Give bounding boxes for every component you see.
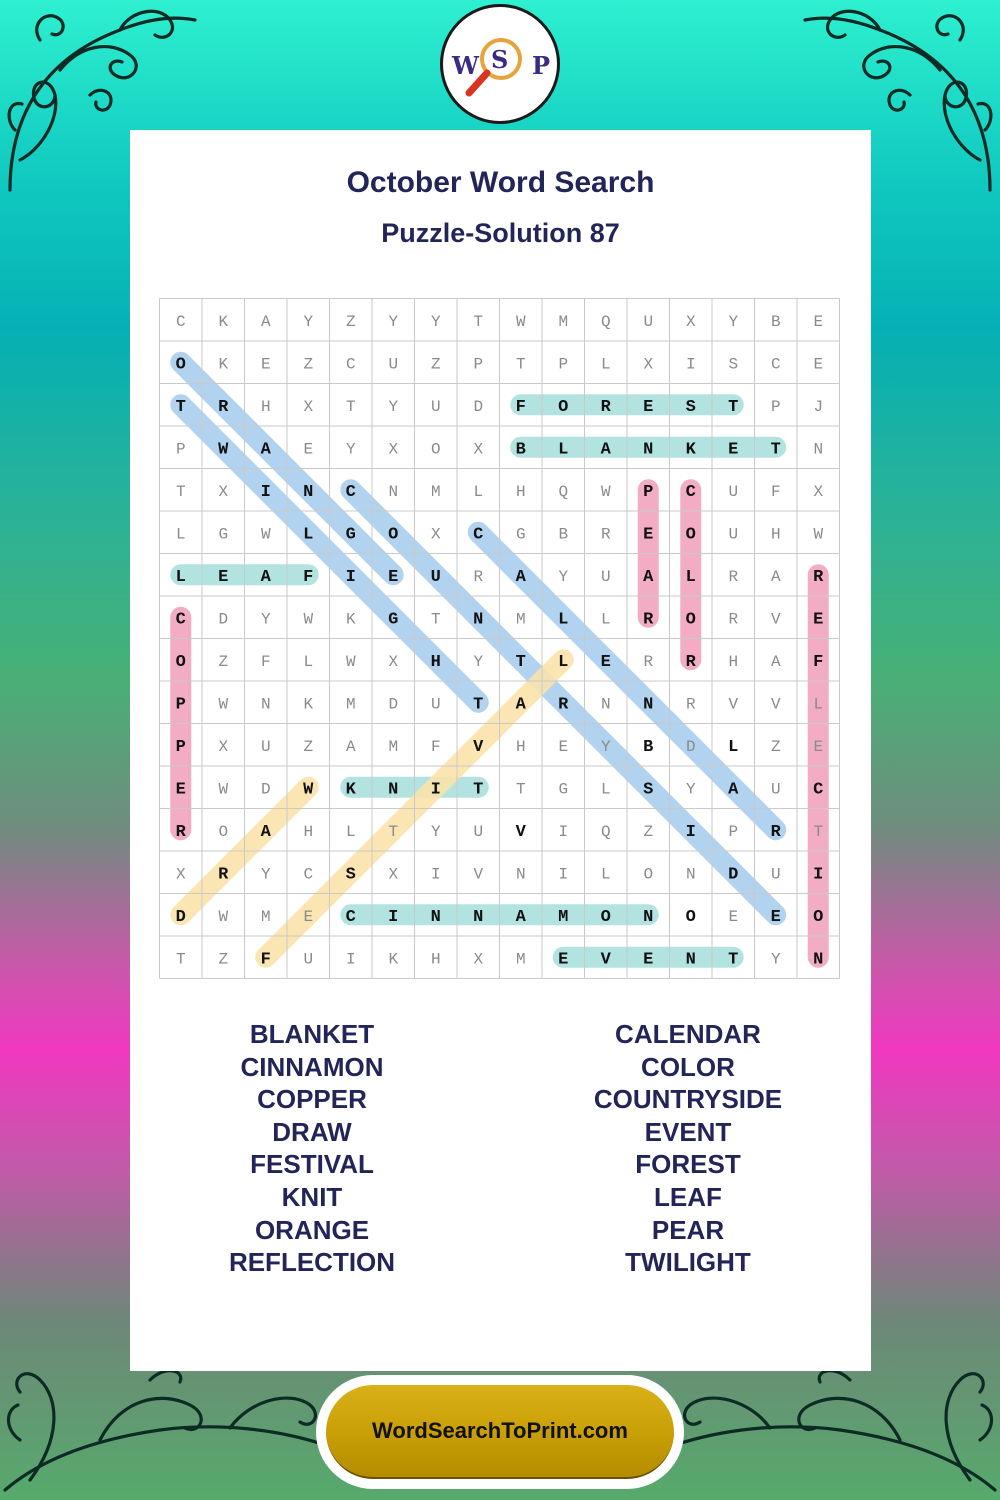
- grid-letter-found: A: [643, 567, 654, 587]
- grid-letter-found: N: [303, 482, 314, 502]
- grid-letter: N: [388, 482, 399, 501]
- grid-letter-found: G: [388, 610, 399, 630]
- grid-letter-found: R: [685, 652, 696, 672]
- grid-letter-found: L: [558, 652, 569, 672]
- grid-letter: F: [430, 737, 441, 756]
- word-list-item: PEAR: [651, 1214, 725, 1245]
- grid-letter: Y: [770, 950, 781, 969]
- grid-letter: R: [728, 610, 739, 629]
- grid-letter: P: [473, 355, 484, 374]
- grid-letter: T: [473, 312, 484, 331]
- grid-letter: T: [175, 950, 186, 969]
- grid-letter: E: [260, 355, 271, 374]
- grid-letter: U: [728, 482, 739, 501]
- grid-letter: Y: [430, 312, 441, 331]
- grid-letter: D: [473, 397, 484, 416]
- grid-letter-found: L: [685, 567, 696, 587]
- grid-letter: Z: [303, 737, 314, 756]
- grid-letter: X: [388, 440, 399, 459]
- grid-letter-found: I: [388, 907, 399, 927]
- word-list-item: LEAF: [654, 1181, 722, 1212]
- grid-letter: R: [685, 695, 696, 714]
- word-list-item: DRAW: [272, 1116, 352, 1147]
- grid-letter: L: [345, 822, 356, 841]
- grid-letter: O: [218, 822, 229, 841]
- word-list-item: TWILIGHT: [625, 1247, 751, 1278]
- grid-letter-found: N: [813, 950, 824, 970]
- grid-letter: U: [388, 355, 399, 374]
- grid-letter: H: [260, 397, 271, 416]
- grid-letter: H: [430, 950, 441, 969]
- grid-letter: R: [643, 652, 654, 671]
- grid-letter: Y: [345, 440, 356, 459]
- grid-letter: Y: [600, 737, 611, 756]
- grid-letter: R: [473, 567, 484, 586]
- grid-letter: D: [388, 695, 399, 714]
- grid-letter: T: [813, 822, 824, 841]
- grid-letter-found: E: [770, 907, 781, 927]
- grid-letter: Y: [260, 610, 271, 629]
- grid-letter-found: U: [430, 567, 441, 587]
- grid-letter-found: T: [770, 440, 781, 460]
- grid-letter: P: [770, 397, 781, 416]
- grid-letter-found: O: [685, 610, 696, 630]
- grid-letter: X: [685, 312, 696, 331]
- grid-letter: V: [728, 695, 739, 714]
- grid-letter-found: C: [175, 610, 186, 630]
- grid-letter: L: [303, 652, 314, 671]
- grid-letter: I: [430, 865, 441, 884]
- grid-letter-found: N: [430, 907, 441, 927]
- grid-letter: T: [515, 355, 526, 374]
- word-list-item: BLANKET: [249, 1019, 375, 1049]
- grid-letter: L: [473, 482, 484, 501]
- grid-letter-found: B: [643, 737, 654, 757]
- grid-letter-found: B: [515, 440, 526, 460]
- grid-letter-found: K: [685, 440, 696, 460]
- grid-letter: Q: [558, 482, 569, 501]
- grid-letter-found: R: [175, 822, 186, 842]
- grid-letter-found: H: [430, 652, 441, 672]
- word-list-item: FOREST: [635, 1149, 741, 1180]
- grid-letter-found: E: [643, 397, 654, 417]
- grid-letter: Y: [388, 397, 399, 416]
- word-list-item: REFLECTION: [228, 1247, 396, 1278]
- grid-letter: I: [685, 355, 696, 374]
- grid-letter: Z: [218, 950, 229, 969]
- grid-letter: L: [600, 355, 611, 374]
- grid-letter: L: [600, 780, 611, 799]
- grid-letter-found: A: [600, 440, 611, 460]
- grid-letter: K: [345, 610, 356, 629]
- grid-letter-found: A: [728, 780, 739, 800]
- grid-letter-found: P: [643, 482, 654, 502]
- grid-letter: B: [770, 312, 781, 331]
- grid-letter: V: [473, 865, 484, 884]
- grid-letter: T: [430, 610, 441, 629]
- grid-letter: W: [303, 610, 314, 629]
- grid-letter: O: [643, 865, 654, 884]
- logo-letter-p: P: [532, 51, 551, 80]
- website-button-label: WordSearchToPrint.com: [372, 1418, 628, 1443]
- grid-letter: W: [345, 652, 356, 671]
- word-list-item: EVENT: [644, 1116, 732, 1147]
- grid-letter-found: N: [643, 907, 654, 927]
- grid-letter-found: O: [600, 907, 611, 927]
- grid-letter: F: [770, 482, 781, 501]
- word-list-item: FESTIVAL: [250, 1149, 374, 1180]
- grid-letter-found: A: [515, 907, 526, 927]
- grid-letter-found: C: [345, 482, 356, 502]
- grid-letter: U: [600, 567, 611, 586]
- grid-letter: I: [558, 865, 569, 884]
- grid-letter-found: T: [728, 397, 739, 417]
- grid-letter: A: [345, 737, 356, 756]
- grid-letter: E: [728, 907, 739, 926]
- grid-letter-found: E: [558, 950, 569, 970]
- grid-letter-found: R: [813, 567, 824, 587]
- grid-letter: W: [813, 525, 824, 544]
- grid-letter-found: R: [600, 397, 611, 417]
- grid-letter: V: [770, 610, 781, 629]
- grid-letter-found: R: [558, 695, 569, 715]
- grid-letter: D: [260, 780, 271, 799]
- grid-letter: Y: [260, 865, 271, 884]
- word-list-item: COLOR: [641, 1051, 735, 1082]
- grid-letter: X: [388, 865, 399, 884]
- grid-letter: T: [345, 397, 356, 416]
- grid-letter: U: [728, 525, 739, 544]
- site-logo[interactable]: [440, 4, 560, 124]
- grid-letter: Y: [473, 652, 484, 671]
- grid-letter-found: O: [685, 525, 696, 545]
- grid-letter: Y: [303, 312, 314, 331]
- grid-letter: K: [218, 355, 229, 374]
- grid-letter-found: I: [430, 780, 441, 800]
- grid-letter: H: [770, 525, 781, 544]
- grid-letter: U: [643, 312, 654, 331]
- grid-letter: N: [515, 865, 526, 884]
- grid-letter: Z: [643, 822, 654, 841]
- grid-letter: D: [218, 610, 229, 629]
- grid-letter-found: R: [770, 822, 781, 842]
- grid-letter: K: [218, 312, 229, 331]
- grid-letter-found: D: [175, 907, 186, 927]
- grid-letter-found: N: [685, 950, 696, 970]
- grid-letter: T: [515, 780, 526, 799]
- grid-letter: X: [813, 482, 824, 501]
- grid-letter-found: E: [728, 440, 739, 460]
- grid-letter-found: R: [218, 865, 229, 885]
- grid-letter: Z: [303, 355, 314, 374]
- grid-letter-found: N: [473, 907, 484, 927]
- grid-letter: I: [558, 822, 569, 841]
- grid-letter: M: [260, 907, 271, 926]
- grid-letter-found: N: [643, 440, 654, 460]
- grid-letter: Y: [728, 312, 739, 331]
- grid-letter-found: N: [643, 695, 654, 715]
- grid-letter: X: [218, 737, 229, 756]
- grid-letter: W: [218, 780, 229, 799]
- grid-letter: A: [770, 567, 781, 586]
- grid-letter: X: [473, 950, 484, 969]
- grid-letter-found: R: [643, 610, 654, 630]
- word-list-item: COUNTRYSIDE: [593, 1084, 783, 1115]
- grid-letter: U: [303, 950, 314, 969]
- grid-letter: Z: [345, 312, 356, 331]
- grid-letter-found: W: [303, 780, 314, 800]
- grid-letter-found: O: [685, 907, 696, 927]
- grid-letter: I: [345, 950, 356, 969]
- grid-letter: T: [175, 482, 186, 501]
- grid-letter: W: [515, 312, 526, 331]
- grid-letter: Z: [218, 652, 229, 671]
- grid-letter: U: [260, 737, 271, 756]
- grid-letter: M: [558, 312, 569, 331]
- grid-letter: A: [770, 652, 781, 671]
- grid-letter: G: [515, 525, 526, 544]
- grid-letter: P: [728, 822, 739, 841]
- logo-letter-w: W: [452, 51, 479, 80]
- grid-letter: Y: [558, 567, 569, 586]
- grid-letter-found: C: [685, 482, 696, 502]
- grid-letter-found: N: [473, 610, 484, 630]
- grid-letter-found: L: [558, 440, 569, 460]
- word-list-item: CALENDAR: [615, 1019, 761, 1049]
- grid-letter-found: I: [813, 865, 824, 885]
- grid-letter-found: N: [388, 780, 399, 800]
- grid-letter: N: [600, 695, 611, 714]
- grid-letter: H: [515, 482, 526, 501]
- grid-letter: U: [770, 780, 781, 799]
- grid-letter-found: F: [813, 652, 824, 672]
- grid-letter: C: [770, 355, 781, 374]
- grid-letter-found: S: [345, 865, 356, 885]
- grid-letter-found: C: [813, 780, 824, 800]
- grid-letter-found: W: [218, 440, 229, 460]
- grid-letter-found: I: [345, 567, 356, 587]
- grid-letter: C: [345, 355, 356, 374]
- grid-letter-found: P: [175, 737, 186, 757]
- grid-letter-found: E: [175, 780, 186, 800]
- grid-letter: Z: [430, 355, 441, 374]
- grid-letter: C: [303, 865, 314, 884]
- grid-letter: X: [430, 525, 441, 544]
- grid-letter-found: O: [175, 355, 186, 375]
- grid-letter: Y: [685, 780, 696, 799]
- grid-letter: A: [260, 312, 271, 331]
- grid-letter-found: I: [260, 482, 271, 502]
- grid-letter: V: [770, 695, 781, 714]
- grid-letter: U: [770, 865, 781, 884]
- grid-letter-found: V: [600, 950, 611, 970]
- grid-letter: X: [303, 397, 314, 416]
- grid-letter: E: [303, 440, 314, 459]
- grid-letter-found: P: [175, 695, 186, 715]
- grid-letter-found: L: [175, 567, 186, 587]
- grid-letter: X: [175, 865, 186, 884]
- grid-letter-found: V: [515, 822, 526, 842]
- grid-letter-found: E: [643, 950, 654, 970]
- grid-letter-found: V: [473, 737, 484, 757]
- grid-letter: M: [388, 737, 399, 756]
- grid-letter: H: [728, 652, 739, 671]
- grid-letter: N: [685, 865, 696, 884]
- grid-letter-found: A: [515, 695, 526, 715]
- grid-letter: F: [260, 652, 271, 671]
- grid-letter: M: [345, 695, 356, 714]
- grid-letter: C: [175, 312, 186, 331]
- word-list-left: [162, 1018, 462, 1279]
- grid-letter-found: A: [260, 822, 271, 842]
- word-list-right: [538, 1018, 838, 1279]
- grid-letter: M: [515, 610, 526, 629]
- grid-letter: O: [430, 440, 441, 459]
- grid-letter-found: E: [388, 567, 399, 587]
- grid-letter: L: [600, 865, 611, 884]
- grid-letter: X: [643, 355, 654, 374]
- grid-letter-found: C: [345, 907, 356, 927]
- grid-letter: T: [388, 822, 399, 841]
- grid-letter: X: [388, 652, 399, 671]
- grid-letter-found: E: [813, 610, 824, 630]
- grid-letter-found: D: [728, 865, 739, 885]
- grid-letter: H: [303, 822, 314, 841]
- word-list-item: ORANGE: [254, 1214, 370, 1245]
- grid-letter: B: [558, 525, 569, 544]
- grid-letter-found: E: [643, 525, 654, 545]
- grid-letter: G: [558, 780, 569, 799]
- grid-letter-found: L: [728, 737, 739, 757]
- grid-letter-found: S: [685, 397, 696, 417]
- grid-letter: K: [303, 695, 314, 714]
- grid-letter: Y: [430, 822, 441, 841]
- grid-letter: E: [813, 312, 824, 331]
- grid-letter-found: T: [515, 652, 526, 672]
- word-list-item: CINNAMON: [240, 1051, 384, 1082]
- grid-letter-found: T: [728, 950, 739, 970]
- grid-letter: E: [303, 907, 314, 926]
- grid-letter-found: E: [218, 567, 229, 587]
- grid-letter-found: G: [345, 525, 356, 545]
- grid-letter: K: [388, 950, 399, 969]
- grid-letter: P: [558, 355, 569, 374]
- website-button[interactable]: [316, 1375, 684, 1489]
- grid-letter: Y: [388, 312, 399, 331]
- grid-letter: G: [218, 525, 229, 544]
- grid-letter: N: [260, 695, 271, 714]
- grid-letter-found: T: [175, 397, 186, 417]
- grid-letter-found: A: [515, 567, 526, 587]
- grid-letter-found: L: [303, 525, 314, 545]
- grid-letter-found: I: [685, 822, 696, 842]
- grid-letter: W: [600, 482, 611, 501]
- grid-letter-found: S: [643, 780, 654, 800]
- grid-letter: U: [430, 397, 441, 416]
- word-list-item: COPPER: [257, 1084, 367, 1115]
- grid-letter: X: [218, 482, 229, 501]
- grid-letter: S: [728, 355, 739, 374]
- grid-letter-found: F: [260, 950, 271, 970]
- grid-letter-found: O: [558, 397, 569, 417]
- grid-letter-found: O: [175, 652, 186, 672]
- grid-letter-found: O: [388, 525, 399, 545]
- grid-letter: W: [218, 695, 229, 714]
- grid-letter: L: [175, 525, 186, 544]
- grid-letter-found: T: [473, 695, 484, 715]
- grid-letter: R: [600, 525, 611, 544]
- grid-letter-found: F: [303, 567, 314, 587]
- grid-letter: Z: [770, 737, 781, 756]
- grid-letter: U: [430, 695, 441, 714]
- grid-letter: E: [558, 737, 569, 756]
- grid-letter: L: [600, 610, 611, 629]
- grid-letter-found: F: [515, 397, 526, 417]
- grid-letter: L: [813, 695, 824, 714]
- grid-letter: U: [473, 822, 484, 841]
- grid-letter: J: [813, 397, 824, 416]
- grid-letter-found: R: [218, 397, 229, 417]
- grid-letter-found: A: [260, 567, 271, 587]
- grid-letter-found: C: [473, 525, 484, 545]
- grid-letter-found: O: [813, 907, 824, 927]
- grid-letter: N: [813, 440, 824, 459]
- word-search-grid: [159, 298, 841, 980]
- word-list-item: KNIT: [281, 1181, 343, 1212]
- grid-letter-found: T: [473, 780, 484, 800]
- grid-letter-found: A: [260, 440, 271, 460]
- grid-letter-found: L: [558, 610, 569, 630]
- grid-letter: M: [515, 950, 526, 969]
- grid-letter-found: E: [600, 652, 611, 672]
- grid-letter: M: [430, 482, 441, 501]
- grid-letter: X: [473, 440, 484, 459]
- grid-letter: W: [260, 525, 271, 544]
- grid-letter: D: [685, 737, 696, 756]
- page-title: October Word Search: [346, 166, 655, 199]
- grid-letter-found: M: [558, 907, 569, 927]
- grid-letter: R: [728, 567, 739, 586]
- grid-letter-found: K: [345, 780, 356, 800]
- grid-letter: Q: [600, 822, 611, 841]
- page-subtitle: Puzzle-Solution 87: [381, 218, 620, 248]
- grid-letter: P: [175, 440, 186, 459]
- grid-letter: H: [515, 737, 526, 756]
- grid-letter: W: [218, 907, 229, 926]
- grid-letter: Q: [600, 312, 611, 331]
- grid-letter: E: [813, 737, 824, 756]
- website-button-face[interactable]: [326, 1385, 674, 1479]
- logo-letter-s: S: [491, 45, 509, 74]
- grid-letter: E: [813, 355, 824, 374]
